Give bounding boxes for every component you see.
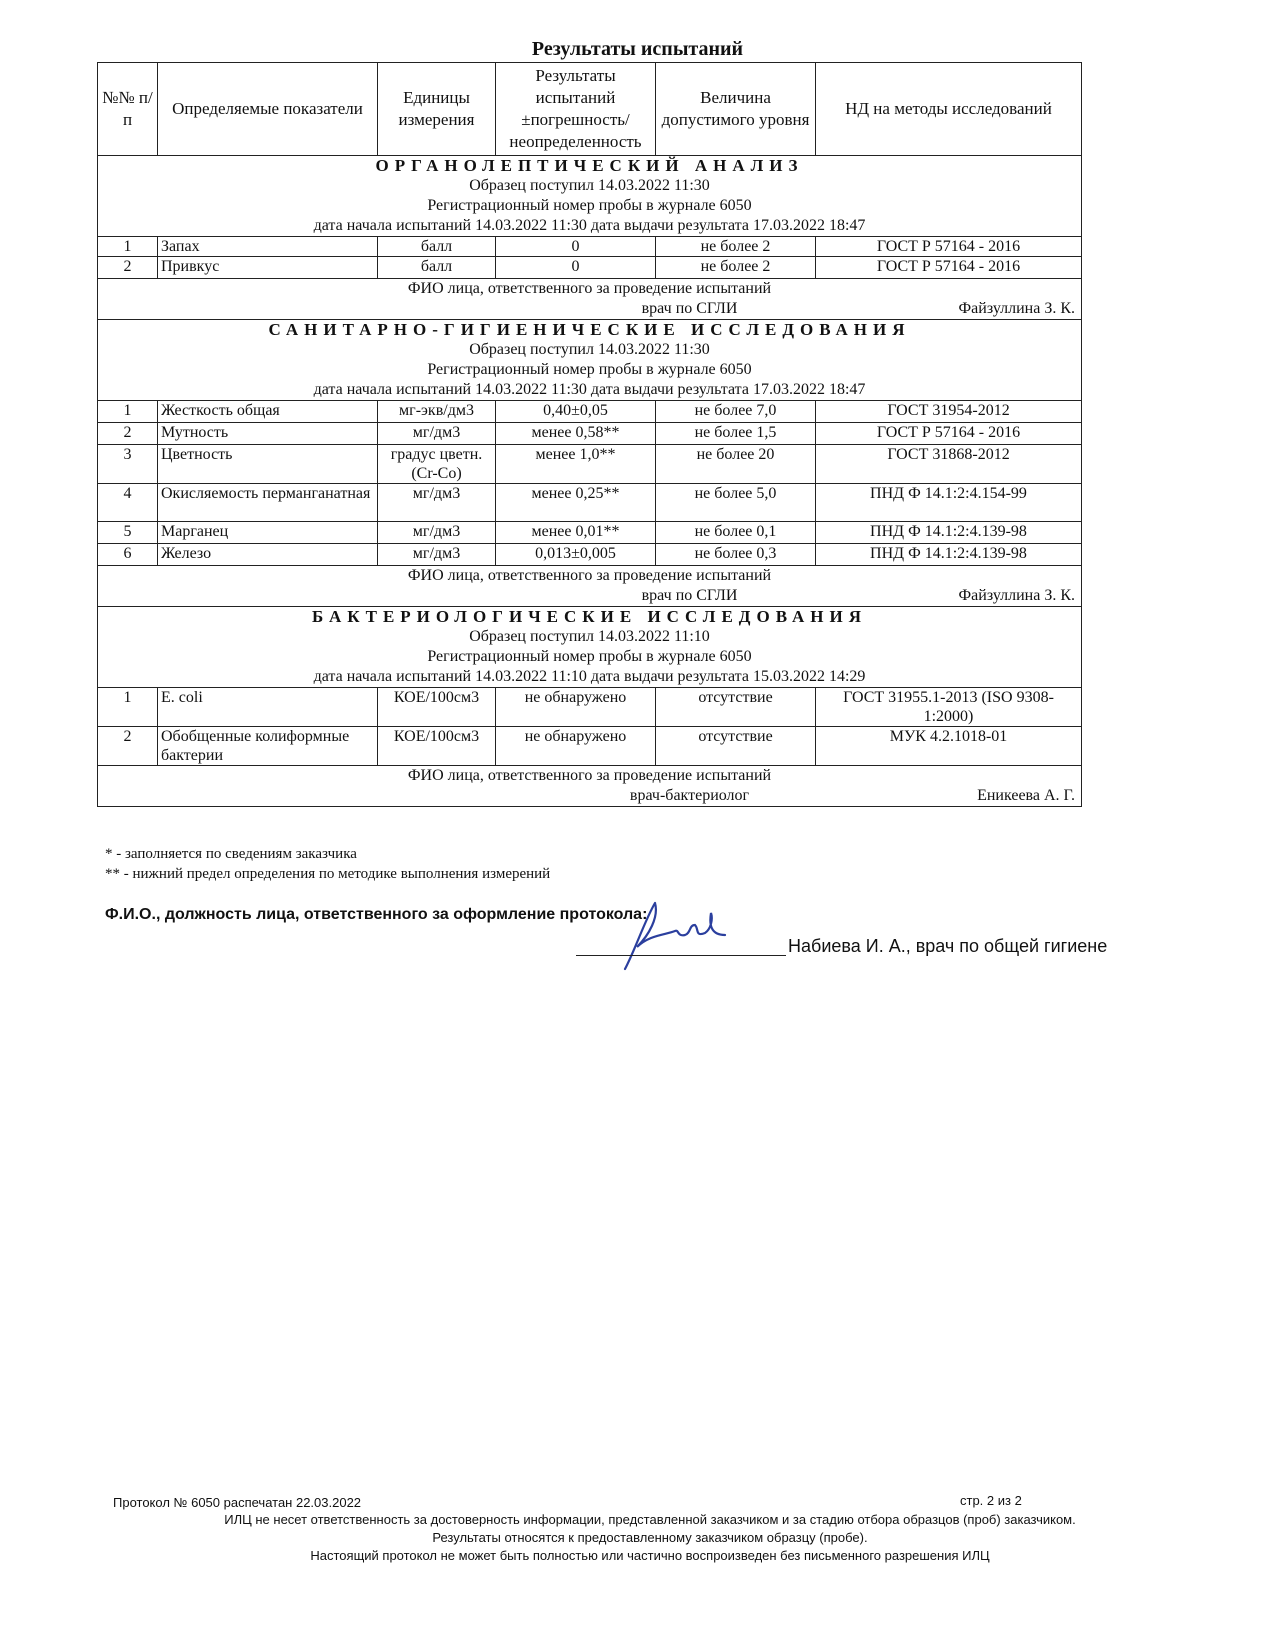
table-row <box>98 257 1082 279</box>
responsible-person: Файзуллина З. К. <box>958 300 1075 317</box>
table-row <box>98 445 1082 484</box>
handwritten-signature <box>615 895 735 975</box>
responsible-position: врач по СГЛИ <box>641 587 738 604</box>
row-indicator: E. coli <box>158 688 378 727</box>
row-method: ГОСТ 31868-2012 <box>816 445 1082 484</box>
responsible-label: ФИО лица, ответственного за проведение испытаний <box>407 767 772 784</box>
section-title: САНИТАРНО-ГИГИЕНИЧЕСКИЕ ИССЛЕДОВАНИЯ <box>268 320 911 339</box>
row-number: 2 <box>98 257 158 279</box>
section-title: БАКТЕРИОЛОГИЧЕСКИЕ ИССЛЕДОВАНИЯ <box>312 607 867 626</box>
footer-disclaimer-3: Настоящий протокол не может быть полностью или частично воспроизведен без письменного разрешения ИЛЦ <box>310 1548 990 1563</box>
row-method: МУК 4.2.1018-01 <box>816 727 1082 766</box>
section-header-row <box>98 320 1082 401</box>
results-table <box>97 62 1082 807</box>
responsible-details <box>101 299 1078 319</box>
row-result: не обнаружено <box>496 688 656 727</box>
responsible-row <box>98 566 1082 607</box>
responsible-label: ФИО лица, ответственного за проведение испытаний <box>407 280 772 297</box>
footer-page: стр. 2 из 2 <box>960 1493 1022 1508</box>
row-limit: отсутствие <box>656 688 816 727</box>
row-unit: градус цветн.(Cr-Co) <box>378 445 496 484</box>
responsible-details <box>101 786 1078 806</box>
section-header <box>98 607 1082 688</box>
responsible-details <box>101 586 1078 606</box>
row-indicator: Мутность <box>158 423 378 445</box>
section-title: ОРГАНОЛЕПТИЧЕСКИЙ АНАЛИЗ <box>375 156 804 175</box>
row-unit: мг-экв/дм3 <box>378 401 496 423</box>
row-indicator: Железо <box>158 544 378 566</box>
row-limit: не более 5,0 <box>656 484 816 522</box>
row-limit: не более 2 <box>656 237 816 257</box>
table-row <box>98 727 1082 766</box>
row-indicator: Окисляемость перманганатная <box>158 484 378 522</box>
row-unit: КОЕ/100см3 <box>378 688 496 727</box>
row-result: 0 <box>496 237 656 257</box>
table-row <box>98 423 1082 445</box>
row-indicator: Жесткость общая <box>158 401 378 423</box>
row-method: ГОСТ 31954-2012 <box>816 401 1082 423</box>
row-result: менее 1,0** <box>496 445 656 484</box>
responsible-position: врач по СГЛИ <box>641 300 738 317</box>
responsible-row <box>98 766 1082 807</box>
responsible-person: Файзуллина З. К. <box>958 587 1075 604</box>
row-unit: мг/дм3 <box>378 484 496 522</box>
row-limit: не более 1,5 <box>656 423 816 445</box>
responsible-person: Еникеева А. Г. <box>977 787 1075 804</box>
row-indicator: Запах <box>158 237 378 257</box>
row-method: ГОСТ Р 57164 - 2016 <box>816 237 1082 257</box>
row-number: 1 <box>98 688 158 727</box>
row-indicator: Цветность <box>158 445 378 484</box>
row-method: ПНД Ф 14.1:2:4.139-98 <box>816 522 1082 544</box>
row-unit: мг/дм3 <box>378 544 496 566</box>
section-reg-number: Регистрационный номер пробы в журнале 6050 <box>427 648 752 665</box>
row-number: 5 <box>98 522 158 544</box>
section-received: Образец поступил 14.03.2022 11:10 <box>469 628 710 645</box>
row-method: ПНД Ф 14.1:2:4.139-98 <box>816 544 1082 566</box>
row-result: 0,013±0,005 <box>496 544 656 566</box>
row-method: ГОСТ Р 57164 - 2016 <box>816 257 1082 279</box>
row-number: 1 <box>98 401 158 423</box>
table-row <box>98 401 1082 423</box>
row-result: менее 0,01** <box>496 522 656 544</box>
row-result: 0,40±0,05 <box>496 401 656 423</box>
responsible-cell <box>98 766 1082 807</box>
responsible-label: ФИО лица, ответственного за проведение испытаний <box>407 567 772 584</box>
section-dates: дата начала испытаний 14.03.2022 11:10 дата выдачи результата 15.03.2022 14:29 <box>313 668 866 685</box>
row-unit: мг/дм3 <box>378 522 496 544</box>
row-unit: балл <box>378 237 496 257</box>
row-unit: балл <box>378 257 496 279</box>
row-number: 2 <box>98 423 158 445</box>
row-unit: КОЕ/100см3 <box>378 727 496 766</box>
row-result: не обнаружено <box>496 727 656 766</box>
section-dates: дата начала испытаний 14.03.2022 11:30 дата выдачи результата 17.03.2022 18:47 <box>313 217 866 234</box>
row-method: ПНД Ф 14.1:2:4.154-99 <box>816 484 1082 522</box>
responsible-position: врач-бактериолог <box>629 787 750 804</box>
row-unit: мг/дм3 <box>378 423 496 445</box>
row-limit: не более 0,1 <box>656 522 816 544</box>
row-result: 0 <box>496 257 656 279</box>
row-method: ГОСТ Р 57164 - 2016 <box>816 423 1082 445</box>
header-indicator: Определяемые показатели <box>158 63 378 156</box>
section-header-row <box>98 156 1082 237</box>
footer-disclaimer-1: ИЛЦ не несет ответственность за достоверность информации, представленной заказчиком и за стадию отбора образцов (проб) заказчиком. <box>224 1512 1076 1527</box>
table-row <box>98 522 1082 544</box>
footnote-customer: * - заполняется по сведениям заказчика <box>105 846 357 862</box>
section-reg-number: Регистрационный номер пробы в журнале 6050 <box>427 361 752 378</box>
table-row <box>98 688 1082 727</box>
responsible-cell <box>98 279 1082 320</box>
signature-line <box>576 955 786 956</box>
footer-protocol: Протокол № 6050 распечатан 22.03.2022 <box>113 1495 362 1510</box>
table-row <box>98 484 1082 522</box>
row-limit: не более 7,0 <box>656 401 816 423</box>
page-title: Результаты испытаний <box>531 38 744 60</box>
footnote-detection-limit: ** - нижний предел определения по методике выполнения измерений <box>105 866 551 882</box>
row-indicator: Марганец <box>158 522 378 544</box>
section-header <box>98 320 1082 401</box>
table-header-row <box>98 63 1082 156</box>
section-dates: дата начала испытаний 14.03.2022 11:30 дата выдачи результата 17.03.2022 18:47 <box>313 381 866 398</box>
row-number: 6 <box>98 544 158 566</box>
header-number: №№ п/п <box>98 63 158 156</box>
protocol-responsible-label: Ф.И.О., должность лица, ответственного за оформление протокола: <box>105 906 648 923</box>
header-method: НД на методы исследований <box>816 63 1082 156</box>
row-limit: не более 2 <box>656 257 816 279</box>
section-received: Образец поступил 14.03.2022 11:30 <box>469 177 710 194</box>
section-header-row <box>98 607 1082 688</box>
row-number: 3 <box>98 445 158 484</box>
row-indicator: Обобщенные колиформные бактерии <box>158 727 378 766</box>
row-indicator: Привкус <box>158 257 378 279</box>
section-header <box>98 156 1082 237</box>
row-method: ГОСТ 31955.1-2013 (ISO 9308-1:2000) <box>816 688 1082 727</box>
footer-disclaimer-2: Результаты относятся к предоставленному заказчиком образцу (пробе). <box>432 1530 868 1545</box>
header-limit: Величина допустимого уровня <box>656 63 816 156</box>
row-number: 1 <box>98 237 158 257</box>
row-limit: отсутствие <box>656 727 816 766</box>
section-reg-number: Регистрационный номер пробы в журнале 6050 <box>427 197 752 214</box>
row-result: менее 0,58** <box>496 423 656 445</box>
responsible-row <box>98 279 1082 320</box>
row-number: 2 <box>98 727 158 766</box>
table-row <box>98 544 1082 566</box>
row-result: менее 0,25** <box>496 484 656 522</box>
table-row <box>98 237 1082 257</box>
row-limit: не более 0,3 <box>656 544 816 566</box>
row-number: 4 <box>98 484 158 522</box>
row-limit: не более 20 <box>656 445 816 484</box>
section-received: Образец поступил 14.03.2022 11:30 <box>469 341 710 358</box>
header-result: Результаты испытаний ±погрешность/ неопределенность <box>496 63 656 156</box>
responsible-cell <box>98 566 1082 607</box>
header-unit: Единицы измерения <box>378 63 496 156</box>
signer-name: Набиева И. А., врач по общей гигиене <box>788 936 1108 956</box>
